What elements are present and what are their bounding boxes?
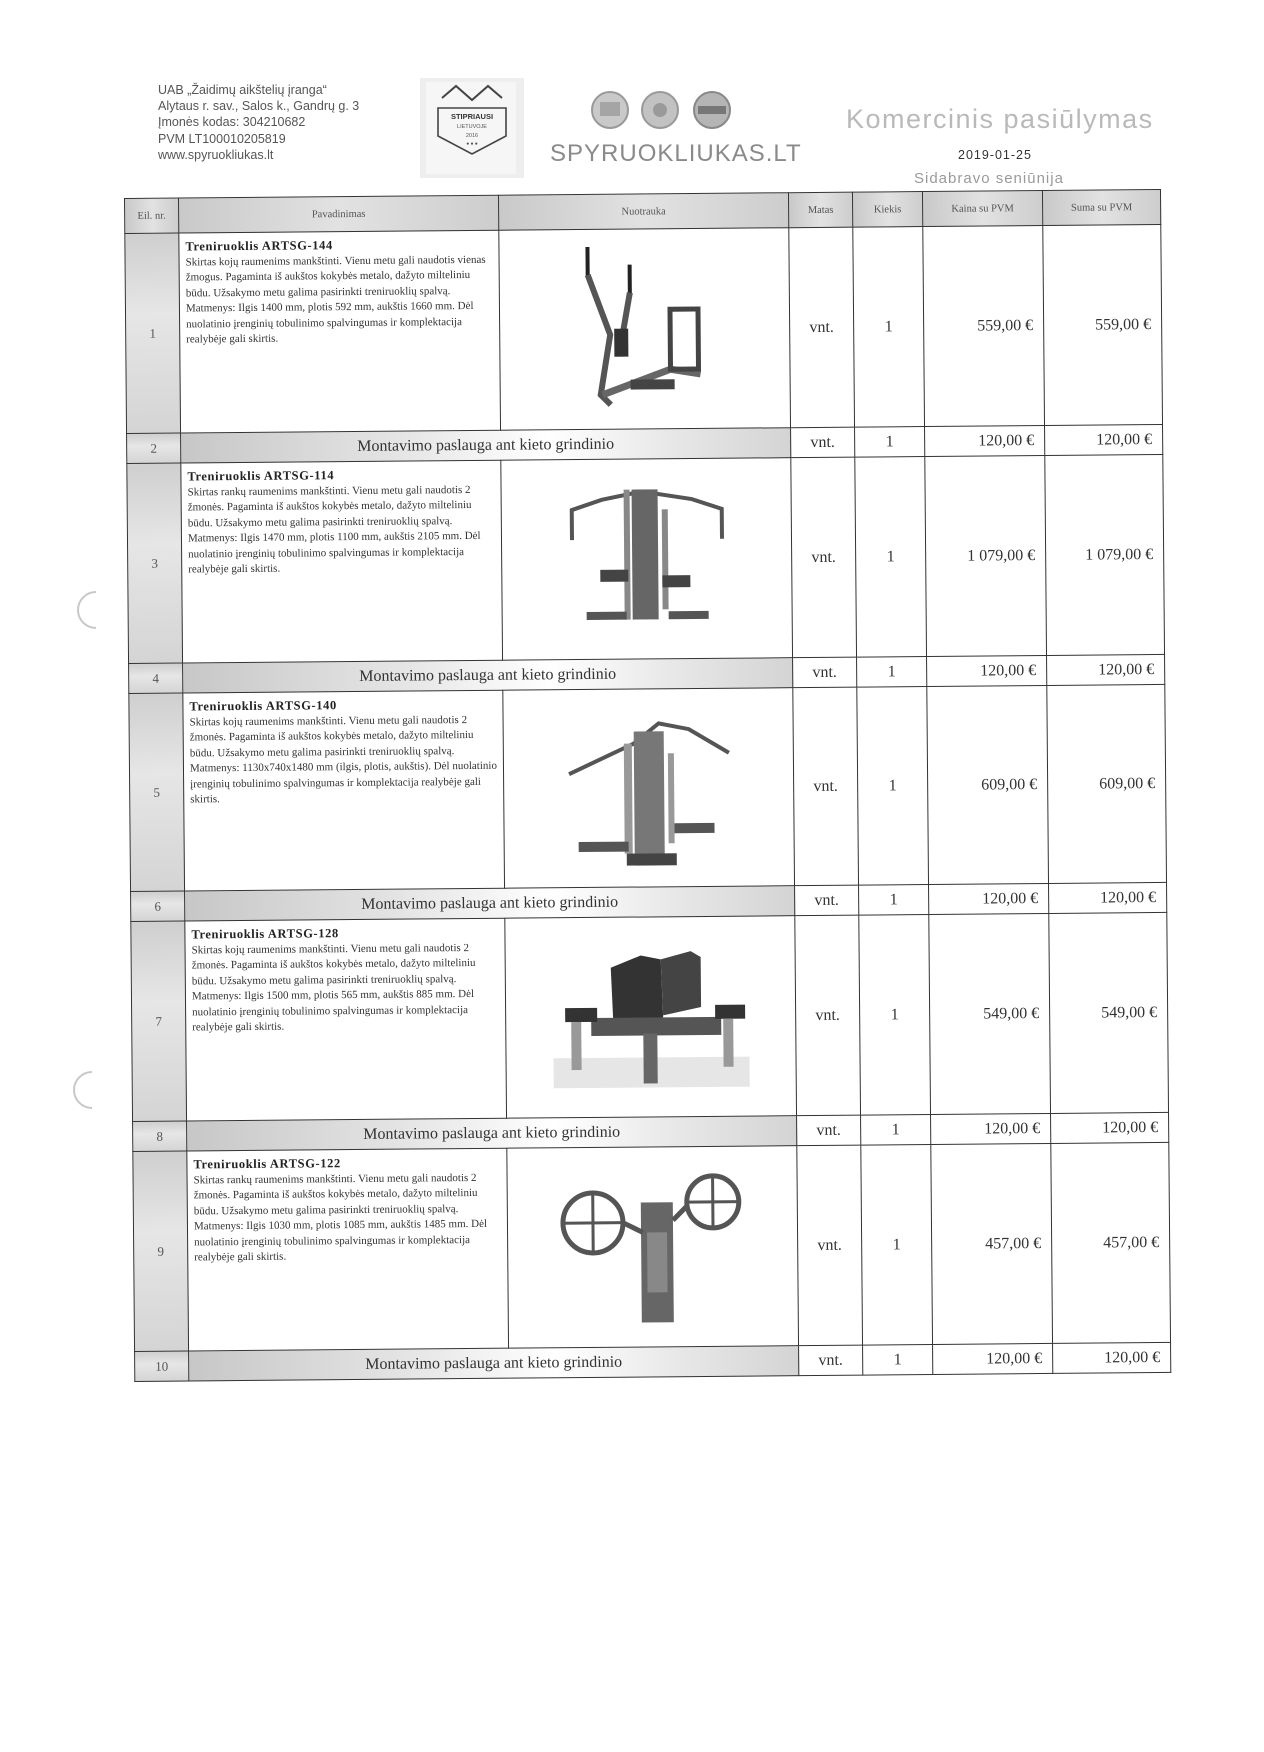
price-cell: 120,00 € (927, 655, 1047, 686)
qty-cell: 1 (861, 1114, 931, 1145)
leg-press-trainer-icon (563, 702, 734, 873)
seal-year: 2016 (465, 133, 479, 139)
row-number: 5 (129, 693, 185, 891)
qty-cell: 1 (855, 457, 927, 658)
table-row (127, 454, 1165, 663)
brand-logo (548, 84, 802, 170)
seal-line2: LIETUVOJE (457, 124, 487, 130)
seal-line1: STIPRIAUSI (450, 112, 494, 121)
service-name: Montavimo paslauga ant kieto grindinio (189, 1346, 799, 1381)
header-photo: Nuotrauka (498, 193, 788, 231)
product-text: Skirtas kojų raumenims mankštinti. Vienu metu gali naudotis vienas žmogus. Pagaminta iš aukštos kokybės metalo, dažyto milteliniu būdu. Užsakymo metu galima pasirinkti treniruoklių spalvą. Matmenys: Ilgis 1400 mm, plotis 592 mm, aukštis 1660 mm. Dėl nuolatinio įrenginių tobulinimo spalvingumas ir komplektacija realybėje gali skirtis. (185, 253, 486, 346)
product-text: Skirtas rankų raumenims mankštinti. Vienu metu gali naudotis 2 žmonės. Pagaminta iš aukštos kokybės metalo, dažyto milteliniu būdu. Užsakymo metu galima pasirinkti treniruoklių spalvą. Matmenys: Ilgis 1030 mm, plotis 1085 mm, aukštis 1485 mm. Dėl nuolatinio įrenginių tobulinimo spalvingumas ir komplektacija realybėje gali skirtis. (193, 1171, 488, 1264)
sum-cell: 1 079,00 € (1045, 454, 1165, 655)
price-cell: 120,00 € (933, 1343, 1053, 1374)
row-number: 1 (125, 233, 181, 433)
product-text: Skirtas rankų raumenims mankštinti. Vienu metu gali naudotis 2 žmonės. Pagaminta iš aukštos kokybės metalo, dažyto milteliniu būdu. Užsakymo metu galima pasirinkti treniruoklių spalvą. Matmenys: Ilgis 1470 mm, plotis 1100 mm, aukštis 2105 mm. Dėl nuolatinio įrenginių tobulinimo spalvingumas ir komplektacija realybėje gali skirtis. (187, 483, 481, 576)
product-title: Treniruoklis ARTSG-144 (185, 238, 333, 254)
qty-cell: 1 (861, 1144, 933, 1345)
qty-cell: 1 (857, 687, 929, 886)
qty-cell: 1 (859, 885, 929, 916)
product-photo (505, 916, 797, 1119)
product-title: Treniruoklis ARTSG-128 (191, 926, 339, 942)
offer-title: Komercinis pasiūlymas (846, 104, 1154, 134)
row-number: 10 (135, 1351, 189, 1381)
unit-cell: vnt. (791, 457, 857, 658)
sum-cell: 120,00 € (1047, 654, 1165, 685)
service-name: Montavimo paslauga ant kieto grindinio (181, 428, 791, 463)
leg-trainer-icon (569, 243, 720, 414)
price-cell: 457,00 € (931, 1143, 1053, 1344)
sum-cell: 559,00 € (1043, 224, 1163, 425)
product-text: Skirtas kojų raumenims mankštinti. Vienu metu gali naudotis 2 žmonės. Pagaminta iš aukštos kokybės metalo, dažyto milteliniu būdu. Užsakymo metu galima pasirinkti treniruoklių spalvą. Matmenys: 1130x740x1480 mm (ilgis, plotis, aukštis). Dėl nuolatinio įrenginių tobulinimo spalvingumas ir komplektacija realybėje gali skirtis. (189, 713, 497, 806)
svg-text:● ● ●: ● ● ● (466, 142, 478, 147)
offer-table (124, 189, 1171, 1382)
product-text: Skirtas kojų raumenims mankštinti. Vienu metu gali naudotis 2 žmonės. Pagaminta iš aukštos kokybės metalo, dažyto milteliniu būdu. Užsakymo metu galima pasirinkti treniruoklių spalvą. Matmenys: Ilgis 1500 mm, plotis 565 mm, aukštis 885 mm. Dėl nuolatinio įrenginių tobulinimo spalvingumas ir komplektacija realybėje gali skirtis. (191, 941, 476, 1034)
service-name: Montavimo paslauga ant kieto grindinio (183, 658, 793, 693)
punch-hole-mark-icon (72, 590, 102, 630)
unit-cell: vnt. (795, 915, 861, 1116)
product-photo (499, 228, 791, 431)
qty-cell: 1 (863, 1344, 933, 1375)
header-nr: Eil. nr. (125, 198, 179, 233)
header-price: Kaina su PVM (922, 190, 1042, 226)
row-number: 7 (131, 921, 187, 1121)
arm-trainer-icon (561, 478, 732, 639)
qty-cell: 1 (853, 227, 925, 428)
price-cell: 609,00 € (927, 685, 1049, 884)
product-photo (507, 1146, 799, 1349)
table-row (125, 224, 1163, 433)
row-number: 9 (133, 1151, 189, 1351)
price-cell: 1 079,00 € (925, 455, 1047, 656)
product-title: Treniruoklis ARTSG-122 (193, 1156, 341, 1172)
table-row (133, 1142, 1171, 1351)
product-description (183, 690, 505, 891)
sum-cell: 457,00 € (1051, 1142, 1171, 1343)
price-cell: 559,00 € (923, 225, 1045, 426)
unit-cell: vnt. (797, 1145, 863, 1346)
product-description (187, 1148, 509, 1351)
price-cell: 120,00 € (925, 425, 1045, 456)
sum-cell: 549,00 € (1049, 912, 1169, 1113)
sum-cell: 609,00 € (1047, 684, 1167, 883)
company-name: UAB „Žaidimų aikštelių įranga“ (158, 83, 327, 97)
qty-cell: 1 (859, 915, 931, 1116)
product-title: Treniruoklis ARTSG-114 (187, 468, 335, 484)
unit-cell: vnt. (799, 1345, 863, 1376)
strongest-seal-icon (420, 78, 524, 178)
qty-cell: 1 (855, 427, 925, 458)
header-qty: Kiekis (852, 192, 922, 228)
offer-recipient: Sidabravo seniūnija (914, 170, 1064, 187)
row-number: 6 (131, 891, 185, 921)
product-photo (501, 458, 793, 661)
seated-leg-trainer-icon (550, 936, 751, 1098)
company-code: Įmonės kodas: 304210682 (158, 115, 306, 130)
price-cell: 549,00 € (929, 913, 1051, 1114)
unit-cell: vnt. (797, 1115, 861, 1146)
offer-date: 2019-01-25 (958, 148, 1032, 162)
wheel-arm-trainer-icon (552, 1161, 753, 1333)
table-row (129, 684, 1167, 891)
brand-emblems-icon (588, 88, 738, 137)
unit-cell: vnt. (795, 885, 859, 916)
product-photo (503, 688, 795, 889)
header-name: Pavadinimas (179, 195, 499, 233)
header-sum: Suma su PVM (1042, 189, 1160, 225)
company-info (158, 82, 359, 163)
qty-cell: 1 (857, 657, 927, 688)
price-cell: 120,00 € (929, 883, 1049, 914)
company-vat: PVM LT100010205819 (158, 131, 286, 146)
row-number: 8 (133, 1121, 187, 1151)
punch-hole-mark-icon (68, 1070, 98, 1110)
sum-cell: 120,00 € (1049, 882, 1167, 913)
table-row (131, 912, 1169, 1121)
unit-cell: vnt. (789, 227, 855, 428)
brand-name: SPYRUOKLIUKAS.LT (550, 140, 802, 167)
product-description (185, 918, 507, 1121)
unit-cell: vnt. (793, 687, 859, 886)
product-title: Treniruoklis ARTSG-140 (189, 698, 337, 714)
unit-cell: vnt. (793, 657, 857, 688)
row-number: 2 (127, 433, 181, 463)
sum-cell: 120,00 € (1053, 1342, 1171, 1373)
header-unit: Matas (788, 192, 852, 228)
product-description (179, 230, 501, 433)
row-number: 3 (127, 463, 183, 663)
sum-cell: 120,00 € (1045, 424, 1163, 455)
row-number: 4 (129, 663, 183, 693)
product-description (181, 460, 503, 663)
company-website[interactable]: www.spyruokliukas.lt (158, 147, 274, 162)
price-cell: 120,00 € (931, 1113, 1051, 1144)
sum-cell: 120,00 € (1051, 1112, 1169, 1143)
company-address: Alytaus r. sav., Salos k., Gandrų g. 3 (158, 99, 360, 114)
service-name: Montavimo paslauga ant kieto grindinio (187, 1116, 797, 1151)
unit-cell: vnt. (791, 427, 855, 458)
service-name: Montavimo paslauga ant kieto grindinio (185, 886, 795, 921)
